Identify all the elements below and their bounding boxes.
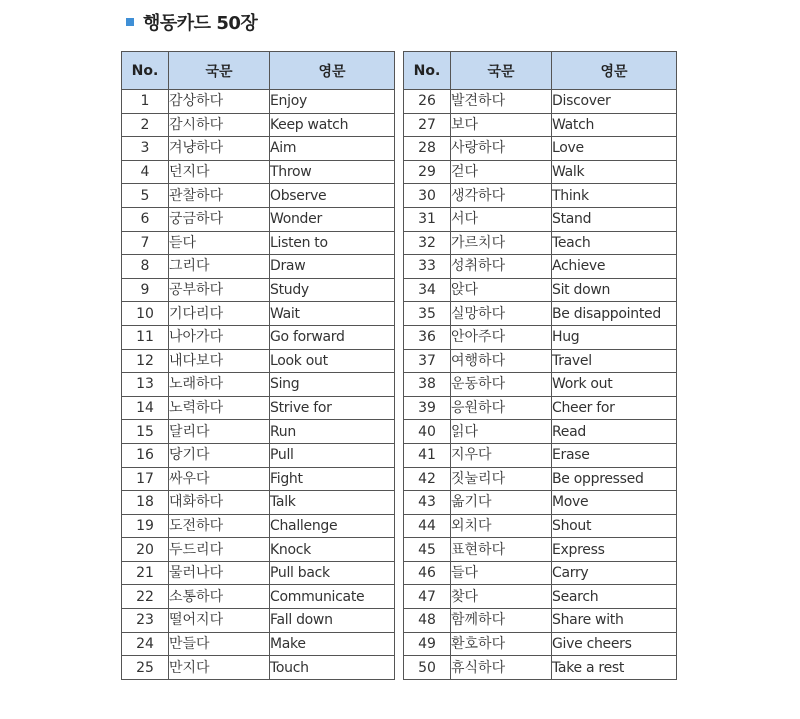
card-english: Look out	[270, 349, 395, 373]
table-row	[122, 207, 395, 231]
card-english: Walk	[552, 160, 677, 184]
card-number: 33	[404, 255, 451, 279]
card-number: 44	[404, 514, 451, 538]
table-row	[404, 207, 677, 231]
card-korean: 내다보다	[169, 349, 270, 373]
card-korean: 안아주다	[451, 325, 552, 349]
card-english: Discover	[552, 90, 677, 114]
card-korean: 읽다	[451, 420, 552, 444]
card-english: Study	[270, 278, 395, 302]
card-english: Hug	[552, 325, 677, 349]
card-korean: 물러나다	[169, 561, 270, 585]
card-number: 20	[122, 538, 169, 562]
table-row	[404, 396, 677, 420]
table-row	[404, 137, 677, 161]
table-row	[122, 443, 395, 467]
card-number: 19	[122, 514, 169, 538]
table-row	[122, 538, 395, 562]
card-korean: 환호하다	[451, 632, 552, 656]
card-number: 9	[122, 278, 169, 302]
card-english: Throw	[270, 160, 395, 184]
card-english: Keep watch	[270, 113, 395, 137]
table-row	[404, 373, 677, 397]
card-number: 1	[122, 90, 169, 114]
card-english: Travel	[552, 349, 677, 373]
table-row	[122, 113, 395, 137]
card-english: Make	[270, 632, 395, 656]
card-number: 26	[404, 90, 451, 114]
table-row	[404, 113, 677, 137]
card-number: 48	[404, 609, 451, 633]
card-english: Move	[552, 491, 677, 515]
table-row	[404, 538, 677, 562]
section-heading	[126, 9, 257, 35]
card-korean: 떨어지다	[169, 609, 270, 633]
card-english: Knock	[270, 538, 395, 562]
card-english: Be oppressed	[552, 467, 677, 491]
card-number: 16	[122, 443, 169, 467]
table-row	[404, 160, 677, 184]
card-english: Sing	[270, 373, 395, 397]
card-korean: 들다	[451, 561, 552, 585]
card-korean: 사랑하다	[451, 137, 552, 161]
card-korean: 대화하다	[169, 491, 270, 515]
card-number: 37	[404, 349, 451, 373]
table-row	[404, 561, 677, 585]
card-korean: 가르치다	[451, 231, 552, 255]
card-english: Carry	[552, 561, 677, 585]
table-row	[122, 561, 395, 585]
table-row	[122, 90, 395, 114]
table-header-row	[404, 52, 677, 90]
card-english: Touch	[270, 656, 395, 680]
card-english: Wonder	[270, 207, 395, 231]
card-korean: 보다	[451, 113, 552, 137]
table-row	[122, 184, 395, 208]
card-english: Sit down	[552, 278, 677, 302]
card-korean: 공부하다	[169, 278, 270, 302]
table-row	[122, 137, 395, 161]
card-english: Stand	[552, 207, 677, 231]
card-number: 43	[404, 491, 451, 515]
table-row	[122, 609, 395, 633]
card-english: Enjoy	[270, 90, 395, 114]
table-row	[404, 231, 677, 255]
card-english: Listen to	[270, 231, 395, 255]
table-header-row	[122, 52, 395, 90]
table-row	[404, 514, 677, 538]
table-row	[122, 231, 395, 255]
card-english: Give cheers	[552, 632, 677, 656]
card-number: 49	[404, 632, 451, 656]
table-row	[404, 278, 677, 302]
card-korean: 나아가다	[169, 325, 270, 349]
card-english: Talk	[270, 491, 395, 515]
card-english: Express	[552, 538, 677, 562]
card-korean: 듣다	[169, 231, 270, 255]
table-row	[404, 184, 677, 208]
card-number: 12	[122, 349, 169, 373]
card-number: 35	[404, 302, 451, 326]
table-row	[404, 467, 677, 491]
table-row	[122, 349, 395, 373]
card-english: Watch	[552, 113, 677, 137]
table-row	[122, 632, 395, 656]
card-english: Love	[552, 137, 677, 161]
card-number: 3	[122, 137, 169, 161]
table-row	[404, 325, 677, 349]
card-korean: 궁금하다	[169, 207, 270, 231]
column-header-english: 영문	[270, 52, 395, 90]
card-korean: 도전하다	[169, 514, 270, 538]
card-korean: 운동하다	[451, 373, 552, 397]
card-korean: 던지다	[169, 160, 270, 184]
card-english: Erase	[552, 443, 677, 467]
card-korean: 걷다	[451, 160, 552, 184]
table-row	[404, 609, 677, 633]
table-row	[404, 349, 677, 373]
card-english: Wait	[270, 302, 395, 326]
card-number: 17	[122, 467, 169, 491]
card-number: 21	[122, 561, 169, 585]
card-english: Shout	[552, 514, 677, 538]
card-korean: 만들다	[169, 632, 270, 656]
card-number: 46	[404, 561, 451, 585]
table-row	[404, 302, 677, 326]
card-english: Pull	[270, 443, 395, 467]
card-number: 36	[404, 325, 451, 349]
card-number: 24	[122, 632, 169, 656]
card-number: 11	[122, 325, 169, 349]
card-korean: 여행하다	[451, 349, 552, 373]
card-korean: 관찰하다	[169, 184, 270, 208]
card-number: 4	[122, 160, 169, 184]
table-row	[404, 491, 677, 515]
card-number: 34	[404, 278, 451, 302]
card-number: 25	[122, 656, 169, 680]
card-korean: 노래하다	[169, 373, 270, 397]
table-row	[404, 585, 677, 609]
card-number: 10	[122, 302, 169, 326]
card-english: Draw	[270, 255, 395, 279]
column-header-korean: 국문	[451, 52, 552, 90]
table-row	[404, 632, 677, 656]
card-english: Teach	[552, 231, 677, 255]
card-number: 32	[404, 231, 451, 255]
action-card-table-right	[403, 51, 677, 680]
column-header-korean: 국문	[169, 52, 270, 90]
card-english: Share with	[552, 609, 677, 633]
table-row	[122, 396, 395, 420]
table-row	[122, 420, 395, 444]
table-row	[122, 491, 395, 515]
card-korean: 두드리다	[169, 538, 270, 562]
table-row	[122, 255, 395, 279]
table-row	[122, 373, 395, 397]
card-korean: 그리다	[169, 255, 270, 279]
card-korean: 표현하다	[451, 538, 552, 562]
card-english: Search	[552, 585, 677, 609]
card-number: 14	[122, 396, 169, 420]
card-number: 38	[404, 373, 451, 397]
card-korean: 싸우다	[169, 467, 270, 491]
card-korean: 서다	[451, 207, 552, 231]
card-number: 2	[122, 113, 169, 137]
table-row	[122, 302, 395, 326]
card-english: Aim	[270, 137, 395, 161]
card-number: 31	[404, 207, 451, 231]
table-row	[122, 514, 395, 538]
card-korean: 외치다	[451, 514, 552, 538]
card-korean: 휴식하다	[451, 656, 552, 680]
card-number: 40	[404, 420, 451, 444]
card-korean: 앉다	[451, 278, 552, 302]
card-english: Fall down	[270, 609, 395, 633]
card-korean: 응원하다	[451, 396, 552, 420]
card-english: Run	[270, 420, 395, 444]
card-english: Think	[552, 184, 677, 208]
card-korean: 소통하다	[169, 585, 270, 609]
card-korean: 달리다	[169, 420, 270, 444]
card-english: Read	[552, 420, 677, 444]
card-english: Observe	[270, 184, 395, 208]
table-row	[404, 443, 677, 467]
square-bullet-icon	[126, 18, 134, 26]
card-english: Cheer for	[552, 396, 677, 420]
card-number: 6	[122, 207, 169, 231]
card-number: 8	[122, 255, 169, 279]
card-english: Communicate	[270, 585, 395, 609]
card-korean: 성취하다	[451, 255, 552, 279]
table-row	[404, 656, 677, 680]
page-title: 행동카드 50장	[143, 13, 258, 34]
card-number: 7	[122, 231, 169, 255]
card-number: 28	[404, 137, 451, 161]
card-number: 39	[404, 396, 451, 420]
card-korean: 당기다	[169, 443, 270, 467]
card-number: 23	[122, 609, 169, 633]
table-row	[122, 278, 395, 302]
card-english: Pull back	[270, 561, 395, 585]
card-english: Strive for	[270, 396, 395, 420]
card-korean: 노력하다	[169, 396, 270, 420]
card-english: Go forward	[270, 325, 395, 349]
table-row	[404, 420, 677, 444]
card-english: Challenge	[270, 514, 395, 538]
table-row	[122, 585, 395, 609]
card-korean: 짓눌리다	[451, 467, 552, 491]
card-korean: 기다리다	[169, 302, 270, 326]
card-number: 15	[122, 420, 169, 444]
card-number: 27	[404, 113, 451, 137]
card-korean: 발견하다	[451, 90, 552, 114]
card-number: 41	[404, 443, 451, 467]
column-header-no: No.	[404, 52, 451, 90]
action-card-table-left	[121, 51, 395, 680]
card-korean: 함께하다	[451, 609, 552, 633]
table-body-left	[122, 90, 395, 680]
table-row	[122, 656, 395, 680]
card-korean: 찾다	[451, 585, 552, 609]
card-number: 5	[122, 184, 169, 208]
table-row	[122, 467, 395, 491]
table-row	[404, 90, 677, 114]
card-english: Be disappointed	[552, 302, 677, 326]
card-korean: 감시하다	[169, 113, 270, 137]
card-korean: 지우다	[451, 443, 552, 467]
card-number: 47	[404, 585, 451, 609]
card-english: Work out	[552, 373, 677, 397]
card-number: 18	[122, 491, 169, 515]
card-korean: 실망하다	[451, 302, 552, 326]
card-number: 30	[404, 184, 451, 208]
card-number: 45	[404, 538, 451, 562]
card-number: 29	[404, 160, 451, 184]
table-body-right	[404, 90, 677, 680]
column-header-english: 영문	[552, 52, 677, 90]
card-korean: 옮기다	[451, 491, 552, 515]
card-korean: 생각하다	[451, 184, 552, 208]
card-english: Fight	[270, 467, 395, 491]
table-row	[122, 160, 395, 184]
card-number: 42	[404, 467, 451, 491]
card-korean: 감상하다	[169, 90, 270, 114]
table-row	[404, 255, 677, 279]
card-number: 13	[122, 373, 169, 397]
card-english: Take a rest	[552, 656, 677, 680]
card-number: 22	[122, 585, 169, 609]
card-number: 50	[404, 656, 451, 680]
card-english: Achieve	[552, 255, 677, 279]
card-korean: 겨냥하다	[169, 137, 270, 161]
table-row	[122, 325, 395, 349]
column-header-no: No.	[122, 52, 169, 90]
card-korean: 만지다	[169, 656, 270, 680]
